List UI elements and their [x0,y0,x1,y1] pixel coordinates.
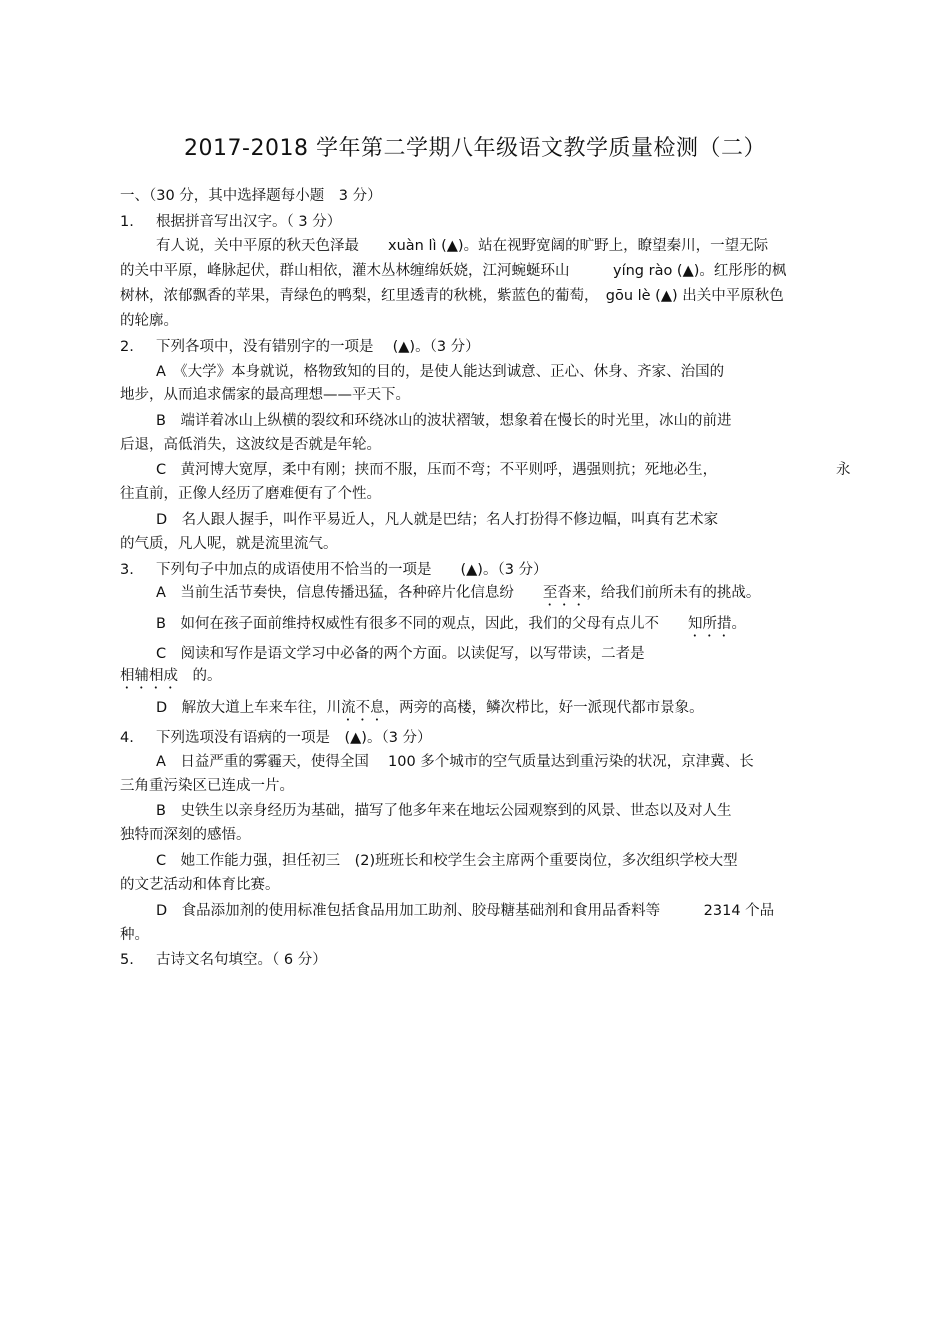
page-title: 2017-2018 学年第二学期八年级语文教学质量检测（二） [184,136,766,161]
emphasized-idiom: 知所措 [687,616,732,632]
emphasized-idiom: 至沓来 [542,585,587,601]
question-number: 1. [120,214,134,230]
question-number: 4. [120,730,134,746]
option-d-line: D 名人跟人握手，叫作平易近人，凡人就是巴结；名人打扮得不修边幅，叫真有艺术家 [156,512,719,528]
question-1-text-line: 的轮廓。 [120,313,178,329]
question-number: 2. [120,339,134,355]
question-number: 5. [120,952,134,968]
section-header: 一、（30 分，其中选择题每小题 3 分） [120,188,382,204]
option-d-line: 的气质，凡人呢，就是流里流气。 [120,536,338,552]
option-b-line: B 如何在孩子面前维持权威性有很多不同的观点，因此，我们的父母有点儿不 知所措。 [156,616,746,632]
option-a-line: A 《大学》本身就说，格物致知的目的，是使人能达到诚意、正心、休身、齐家、治国的 [156,364,725,380]
question-4-stem: 4. 下列选项没有语病的一项是 (▲)。（3 分） [120,730,432,746]
option-c-line: 的文艺活动和体育比赛。 [120,877,280,893]
option-c-line: C 她工作能力强，担任初三 (2)班班长和校学生会主席两个重要岗位，多次组织学校大型 [156,853,738,869]
question-2-stem: 2. 下列各项中，没有错别字的一项是 (▲)。（3 分） [120,339,480,355]
option-a-line: 地步，从而追求儒家的最高理想——平天下。 [120,387,410,403]
question-5-stem: 5. 古诗文名句填空。（ 6 分） [120,952,327,968]
option-a-line: A 日益严重的雾霾天，使得全国 100 多个城市的空气质量达到重污染的状况，京津冀、长 [156,754,754,770]
option-b-line: 后退，高低消失，这波纹是否就是年轮。 [120,437,381,453]
option-c-line: C 阅读和写作是语文学习中必备的两个方面。以读促写，以写带读，二者是 [156,646,645,662]
option-b-line: 独特而深刻的感悟。 [120,827,251,843]
emphasized-idiom: 相辅相成 [120,668,178,684]
option-c-line: C 黄河博大宽厚，柔中有刚；挟而不服，压而不弯；不平则呼，遇强则抗；死地必生， [156,462,718,478]
question-1-text-line: 有人说，关中平原的秋天色泽最 xuàn lì (▲)。站在视野宽阔的旷野上，瞭望秦川，一望无际 [156,238,769,254]
question-1-stem: 1. 根据拼音写出汉字。（ 3 分） [120,214,342,230]
question-1-text-line: 树林，浓郁飘香的苹果，青绿色的鸭梨，红里透青的秋桃，紫蓝色的葡萄， gōu lè (▲) 出关中平原秋色 [120,288,784,304]
option-b-line: B 端详着冰山上纵横的裂纹和环绕冰山的波状褶皱，想象着在慢长的时光里，冰山的前进 [156,413,732,429]
question-3-stem: 3. 下列句子中加点的成语使用不恰当的一项是 (▲)。（3 分） [120,562,548,578]
question-1-text-line: 的关中平原，峰脉起伏，群山相依，灌木丛林缠绵妖娆，江河蜿蜒环山 yíng rào (▲)。红彤彤的枫 [120,263,787,279]
option-c-line: 相辅相成 的。 [120,668,222,684]
option-c-line-end: 永 [836,462,851,478]
option-a-line: A 当前生活节奏快，信息传播迅猛，各种碎片化信息纷 至沓来，给我们前所未有的挑战。 [156,585,761,601]
option-c-line: 往直前，正像人经历了磨难便有了个性。 [120,486,381,502]
option-d-line: D 解放大道上车来车往，川流不息，两旁的高楼，鳞次栉比，好一派现代都市景象。 [156,700,704,716]
option-b-line: B 史铁生以亲身经历为基础，描写了他多年来在地坛公园观察到的风景、世态以及对人生 [156,803,732,819]
question-number: 3. [120,562,134,578]
emphasized-idiom: 流不息 [341,700,385,716]
option-d-line: 种。 [120,927,149,943]
option-a-line: 三角重污染区已连成一片。 [120,778,294,794]
option-d-line: D 食品添加剂的使用标准包括食品用加工助剂、胶母糖基础剂和食用品香料等 2314 个品 [156,903,775,919]
